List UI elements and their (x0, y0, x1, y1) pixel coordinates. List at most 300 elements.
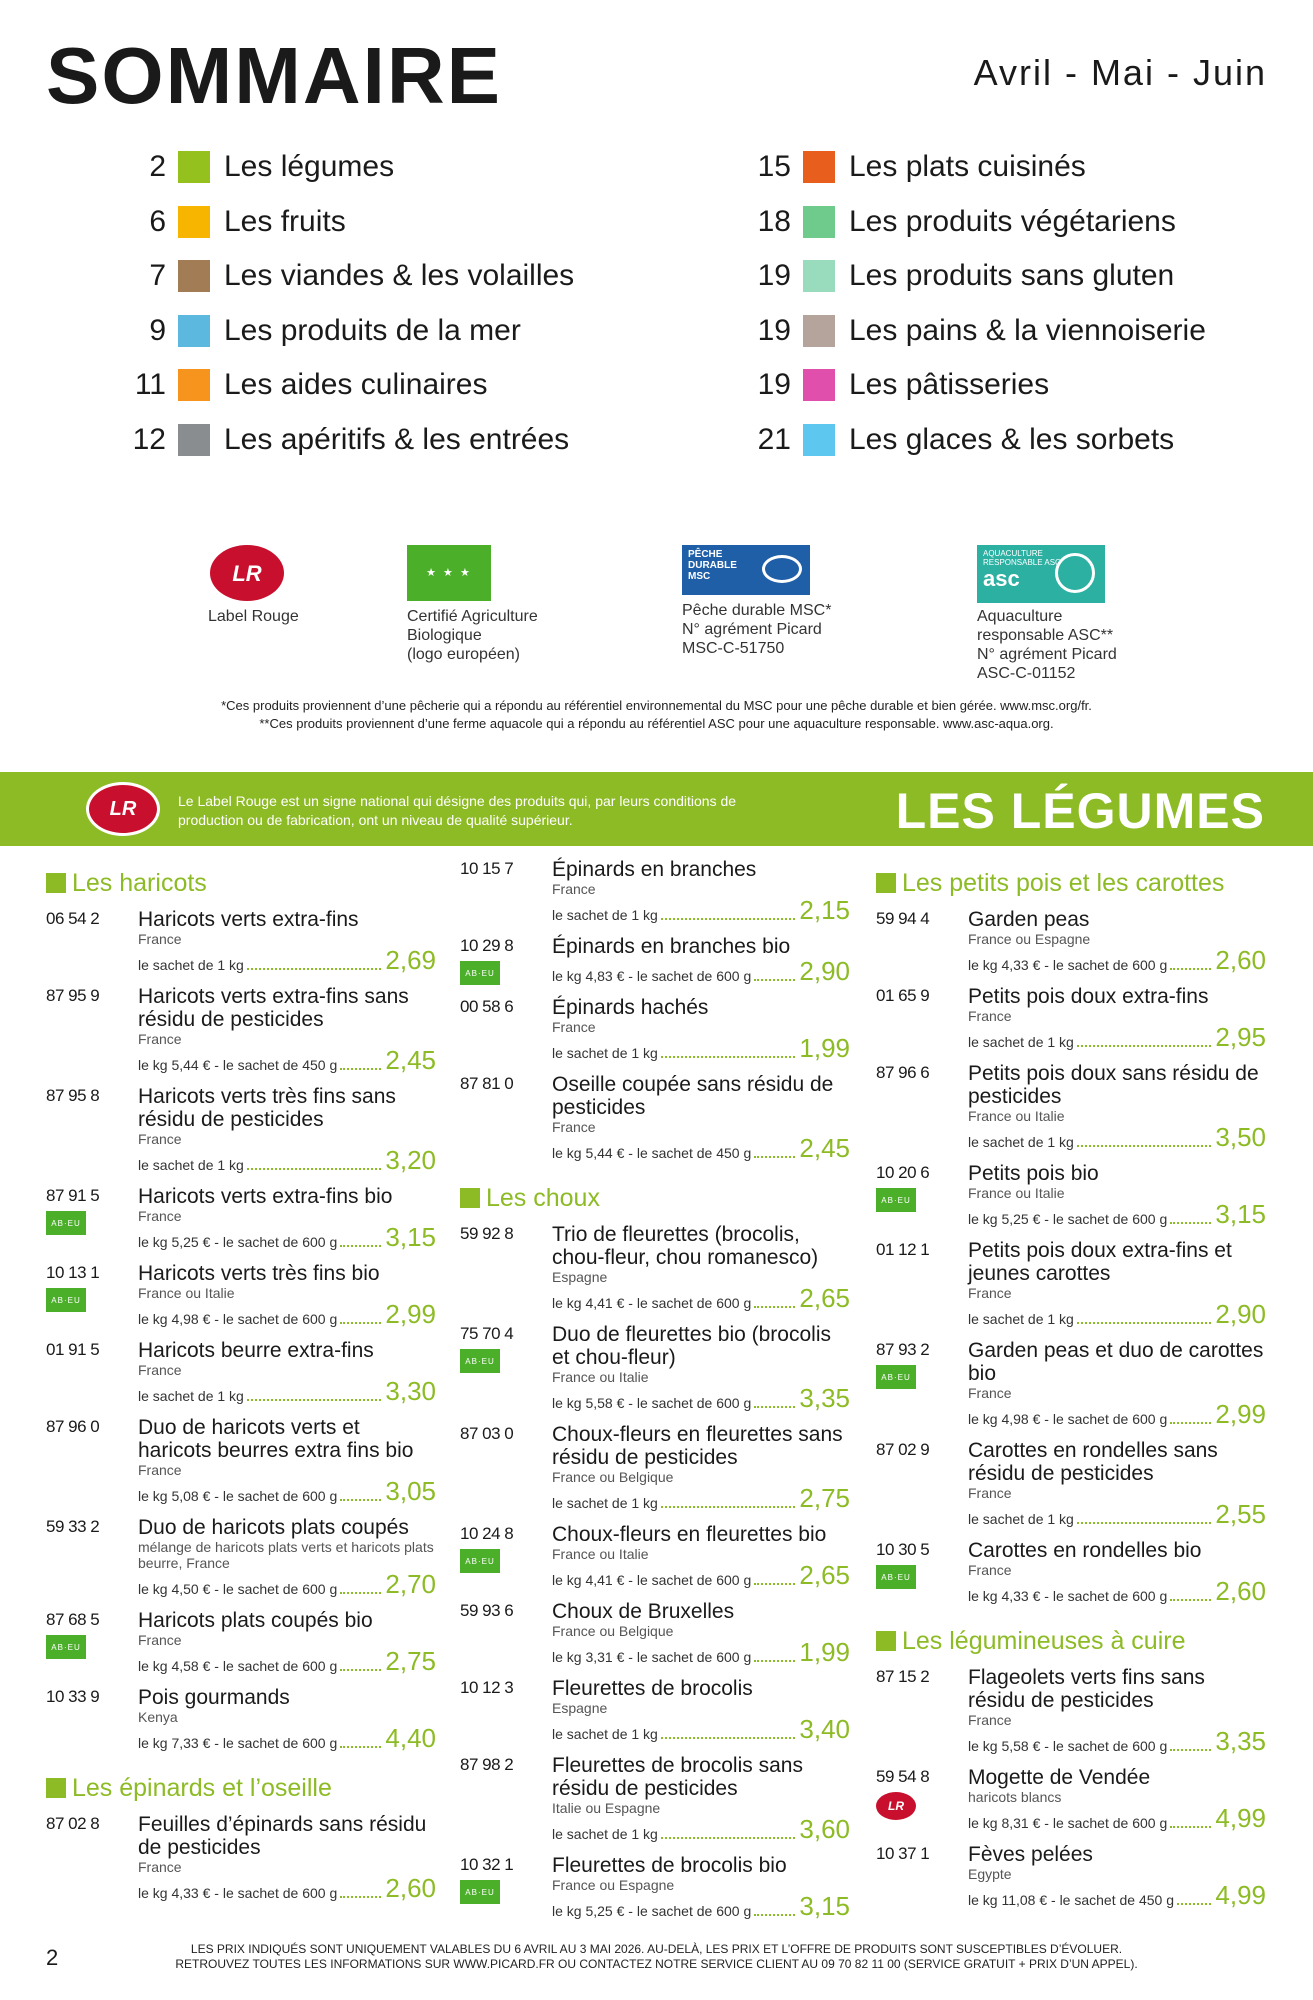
product-item[interactable] (46, 1686, 436, 1751)
product-price: 2,75 (385, 1646, 436, 1676)
product-code: 10 12 3 (460, 1678, 514, 1697)
product-code: 10 13 1 (46, 1263, 100, 1282)
msc-footnote: *Ces produits proviennent d’une pêcherie qui a répondu au référentiel environnemental du MSC pour une pêche durable et bien gérée. www.msc.org/fr. (221, 698, 1092, 713)
product-code: 87 96 6 (876, 1063, 930, 1082)
toc-entry[interactable] (120, 304, 574, 359)
product-price: 1,99 (799, 1033, 850, 1063)
price-line (552, 1562, 850, 1588)
category-heading: Les légumineuses à cuire (876, 1616, 1266, 1666)
product-detail: le sachet de 1 kg (552, 1826, 658, 1842)
product-detail: le kg 5,08 € - le sachet de 600 g (138, 1488, 338, 1504)
product-code: 59 92 8 (460, 1224, 514, 1243)
toc-entry[interactable] (745, 195, 1206, 250)
product-name: Petits pois doux sans résidu de pesticides (968, 1062, 1259, 1108)
price-line (968, 1578, 1266, 1604)
product-name: Oseille coupée sans résidu de pesticides (552, 1073, 834, 1119)
product-price: 2,60 (1215, 945, 1266, 975)
product-detail: le kg 4,83 € - le sachet de 600 g (552, 968, 752, 984)
product-name: Haricots verts extra-fins bio (138, 1185, 393, 1208)
product-origin: France (138, 931, 182, 947)
category-color-square (178, 260, 210, 292)
price-line (968, 1301, 1266, 1327)
product-name: Flageolets verts fins sans résidu de pesticides (968, 1666, 1205, 1712)
organic-leaf-icon: AB·EU (460, 961, 500, 985)
product-price: 2,45 (799, 1133, 850, 1163)
product-price: 2,95 (1215, 1022, 1266, 1052)
toc-label: Les aides culinaires (224, 368, 488, 402)
product-origin: France (138, 1462, 182, 1478)
product-price: 3,50 (1215, 1122, 1266, 1152)
product-code: 10 24 8 (460, 1524, 514, 1543)
product-code: 87 98 2 (460, 1755, 514, 1774)
product-detail: le sachet de 1 kg (552, 1726, 658, 1742)
section-title: LES LÉGUMES (895, 783, 1265, 839)
msc-fish-icon: PÊCHE DURABLE MSC (682, 545, 810, 595)
product-price: 2,55 (1215, 1499, 1266, 1529)
product-item[interactable] (460, 1754, 850, 1842)
product-price: 3,35 (1215, 1726, 1266, 1756)
product-price: 2,90 (799, 956, 850, 986)
product-detail: le kg 4,58 € - le sachet de 600 g (138, 1658, 338, 1674)
product-item[interactable] (876, 1339, 1266, 1427)
price-line (138, 1378, 436, 1404)
product-item[interactable] (876, 1239, 1266, 1327)
bio-logo (407, 545, 538, 664)
product-name: Pois gourmands (138, 1686, 290, 1709)
category-heading: Les choux (460, 1173, 850, 1223)
toc-label: Les fruits (224, 204, 346, 238)
product-origin: haricots blancs (968, 1789, 1062, 1805)
toc-right (745, 140, 1206, 467)
organic-leaf-icon: AB·EU (460, 1880, 500, 1904)
category-color-square (803, 369, 835, 401)
product-code: 10 29 8 (460, 936, 514, 955)
category-square-icon (46, 1778, 66, 1798)
price-line (138, 947, 436, 973)
product-detail: le kg 4,33 € - le sachet de 600 g (968, 957, 1168, 973)
category-color-square (803, 206, 835, 238)
product-code: 06 54 2 (46, 909, 100, 928)
section-banner (0, 772, 1313, 846)
product-name: Petits pois doux extra-fins et jeunes carottes (968, 1239, 1232, 1285)
category-square-icon (46, 873, 66, 893)
product-name: Épinards en branches bio (552, 935, 791, 958)
product-code: 59 93 6 (460, 1601, 514, 1620)
price-line (552, 1035, 850, 1061)
product-origin: France (552, 881, 596, 897)
product-origin: France ou Italie (968, 1185, 1065, 1201)
toc-entry[interactable] (120, 195, 574, 250)
product-price: 3,15 (1215, 1199, 1266, 1229)
product-origin: France ou Italie (968, 1108, 1065, 1124)
toc-entry[interactable] (120, 358, 574, 413)
product-name: Choux-fleurs en fleurettes sans résidu de pesticides (552, 1423, 843, 1469)
product-origin: France (552, 1019, 596, 1035)
toc-page: 18 (757, 204, 791, 238)
product-code: 10 37 1 (876, 1844, 930, 1863)
product-detail: le sachet de 1 kg (138, 957, 244, 973)
price-line (968, 1501, 1266, 1527)
product-item[interactable] (460, 1073, 850, 1161)
price-line (552, 1639, 850, 1665)
product-name: Fleurettes de brocolis sans résidu de pesticides (552, 1754, 803, 1800)
product-name: Petits pois bio (968, 1162, 1099, 1185)
product-origin: France ou Italie (552, 1369, 649, 1385)
product-detail: le kg 4,41 € - le sachet de 600 g (552, 1572, 752, 1588)
price-line (968, 1024, 1266, 1050)
product-code: 10 20 6 (876, 1163, 930, 1182)
price-line (552, 1485, 850, 1511)
logo-caption: Biologique (407, 627, 482, 644)
category-square-icon (876, 873, 896, 893)
organic-leaf-icon: AB·EU (460, 1349, 500, 1373)
toc-page: 2 (149, 150, 166, 184)
product-name: Épinards en branches (552, 858, 757, 881)
toc-entry[interactable] (120, 249, 574, 304)
product-origin: France (138, 1031, 182, 1047)
product-name: Duo de fleurettes bio (brocolis et chou-fleur) (552, 1323, 831, 1369)
product-detail: le kg 5,25 € - le sachet de 600 g (968, 1211, 1168, 1227)
product-name: Petits pois doux extra-fins (968, 985, 1209, 1008)
category-color-square (803, 260, 835, 292)
period-label: Avril - Mai - Juin (973, 52, 1267, 93)
product-code: 87 02 9 (876, 1440, 930, 1459)
toc-page: 9 (149, 313, 166, 347)
product-item[interactable] (460, 1677, 850, 1742)
product-item[interactable] (876, 1843, 1266, 1908)
product-origin: Espagne (552, 1700, 608, 1716)
product-detail: le kg 5,44 € - le sachet de 450 g (138, 1057, 338, 1073)
product-price: 2,65 (799, 1283, 850, 1313)
product-code: 01 91 5 (46, 1340, 100, 1359)
product-item[interactable] (46, 1416, 436, 1504)
product-price: 4,99 (1215, 1880, 1266, 1910)
product-price: 3,20 (385, 1145, 436, 1175)
product-detail: le kg 4,98 € - le sachet de 600 g (138, 1311, 338, 1327)
product-origin: Espagne (552, 1269, 608, 1285)
product-detail: le kg 4,50 € - le sachet de 600 g (138, 1581, 338, 1597)
price-line (138, 1648, 436, 1674)
price-line (968, 1805, 1266, 1831)
product-detail: le sachet de 1 kg (968, 1034, 1074, 1050)
toc-page: 15 (757, 150, 791, 184)
asc-logo (977, 545, 1117, 683)
toc-entry[interactable] (745, 140, 1206, 195)
price-line (138, 1875, 436, 1901)
category-square-icon (460, 1188, 480, 1208)
price-line (552, 1893, 850, 1919)
footer-line: LES PRIX INDIQUÉS SONT UNIQUEMENT VALABLES DU 6 AVRIL AU 3 MAI 2026. AU-DELÀ, LES PRIX ET L’OFFRE DE PRODUITS SONT SUSCEPTIBLES D’ÉVOLUER. (190, 1942, 1123, 1956)
product-item[interactable] (876, 1162, 1266, 1227)
toc-entry[interactable] (745, 249, 1206, 304)
product-item[interactable] (46, 1609, 436, 1674)
toc-label: Les viandes & les volailles (224, 259, 575, 293)
product-name: Trio de fleurettes (brocolis, chou-fleur, chou romanesco) (552, 1223, 819, 1269)
logo-caption: Aquaculture (977, 608, 1063, 625)
certification-logos (0, 545, 1313, 685)
page-title: SOMMAIRE (46, 31, 502, 120)
price-line (968, 947, 1266, 973)
product-code: 01 12 1 (876, 1240, 930, 1259)
category-heading: Les haricots (46, 858, 436, 908)
toc-label: Les pâtisseries (849, 368, 1050, 402)
product-item[interactable] (460, 1854, 850, 1919)
toc-label: Les plats cuisinés (849, 150, 1086, 184)
product-price: 3,15 (799, 1891, 850, 1921)
product-price: 3,60 (799, 1814, 850, 1844)
category-color-square (178, 369, 210, 401)
logo-caption: ASC-C-01152 (977, 665, 1076, 682)
category-heading: Les épinards et l’oseille (46, 1763, 436, 1813)
logo-caption: N° agrément Picard (682, 621, 822, 638)
category-color-square (803, 424, 835, 456)
price-line (138, 1147, 436, 1173)
product-item[interactable] (46, 1339, 436, 1404)
price-line (552, 1816, 850, 1842)
product-item[interactable] (46, 1516, 436, 1597)
product-code: 10 33 9 (46, 1687, 100, 1706)
product-name: Garden peas et duo de carottes bio (968, 1339, 1264, 1385)
product-price: 1,99 (799, 1637, 850, 1667)
product-item[interactable] (46, 908, 436, 973)
product-code: 10 30 5 (876, 1540, 930, 1559)
label-rouge-icon: LR (876, 1792, 916, 1820)
product-name: Carottes en rondelles bio (968, 1539, 1202, 1562)
price-line (138, 1047, 436, 1073)
organic-leaf-icon: AB·EU (460, 1549, 500, 1573)
product-origin: France (138, 1131, 182, 1147)
product-origin: France (968, 1485, 1012, 1501)
product-detail: le kg 5,58 € - le sachet de 600 g (552, 1395, 752, 1411)
price-line (968, 1728, 1266, 1754)
product-item[interactable] (46, 1813, 436, 1901)
toc-label: Les pains & la viennoiserie (849, 313, 1206, 347)
price-line (138, 1725, 436, 1751)
product-price: 4,99 (1215, 1803, 1266, 1833)
product-name: Haricots verts extra-fins sans résidu de pesticides (138, 985, 409, 1031)
toc-label: Les produits végétariens (849, 204, 1176, 238)
product-code: 87 15 2 (876, 1667, 930, 1686)
product-name: Duo de haricots plats coupés (138, 1516, 409, 1539)
product-item[interactable] (460, 1323, 850, 1411)
product-item[interactable] (460, 996, 850, 1061)
footer-line: RETROUVEZ TOUTES LES INFORMATIONS SUR WWW.PICARD.FR OU CONTACTEZ NOTRE SERVICE CLIENT AU 09 70 82 11 00 (SERVICE GRATUIT + PRIX D’UN APPEL). (175, 1957, 1138, 1971)
product-item[interactable] (46, 985, 436, 1073)
product-detail: le sachet de 1 kg (552, 1495, 658, 1511)
toc-label: Les produits de la mer (224, 313, 521, 347)
product-code: 75 70 4 (460, 1324, 514, 1343)
toc-entry[interactable] (745, 304, 1206, 359)
price-line (552, 958, 850, 984)
product-price: 3,30 (385, 1376, 436, 1406)
product-origin: France (138, 1859, 182, 1875)
product-origin: France (968, 1385, 1012, 1401)
logo-caption: MSC-C-51750 (682, 640, 785, 657)
product-item[interactable] (876, 908, 1266, 973)
product-detail: le sachet de 1 kg (138, 1388, 244, 1404)
product-origin: France ou Belgique (552, 1469, 674, 1485)
product-origin: France (138, 1208, 182, 1224)
product-detail: le kg 5,58 € - le sachet de 600 g (968, 1738, 1168, 1754)
product-column-3 (876, 858, 1266, 1920)
price-line (552, 1385, 850, 1411)
product-origin: France (968, 1285, 1012, 1301)
organic-leaf-icon: AB·EU (46, 1211, 86, 1235)
product-item[interactable] (876, 1439, 1266, 1527)
product-detail: le kg 8,31 € - le sachet de 600 g (968, 1815, 1168, 1831)
product-name: Duo de haricots verts et haricots beurres extra fins bio (138, 1416, 414, 1462)
toc-page: 11 (134, 368, 166, 402)
product-price: 2,75 (799, 1483, 850, 1513)
product-item[interactable] (460, 858, 850, 923)
product-origin: France ou Espagne (552, 1877, 675, 1893)
toc-page: 19 (757, 368, 791, 402)
product-name: Fleurettes de brocolis bio (552, 1854, 787, 1877)
product-code: 59 94 4 (876, 909, 930, 928)
product-item[interactable] (460, 1600, 850, 1665)
footer-notice (150, 1942, 1163, 1972)
product-detail: le sachet de 1 kg (552, 1045, 658, 1061)
product-name: Haricots verts extra-fins (138, 908, 359, 931)
product-name: Haricots beurre extra-fins (138, 1339, 374, 1362)
product-price: 2,65 (799, 1560, 850, 1590)
product-detail: le kg 11,08 € - le sachet de 450 g (968, 1892, 1174, 1908)
product-name: Fleurettes de brocolis (552, 1677, 753, 1700)
product-detail: le kg 5,44 € - le sachet de 450 g (552, 1145, 752, 1161)
product-price: 3,15 (385, 1222, 436, 1252)
product-origin: France ou Italie (138, 1285, 235, 1301)
product-code: 87 93 2 (876, 1340, 930, 1359)
toc-label: Les glaces & les sorbets (849, 422, 1175, 456)
toc-page: 19 (757, 313, 791, 347)
product-origin: Egypte (968, 1866, 1012, 1882)
toc-page: 6 (149, 204, 166, 238)
product-name: Épinards hachés (552, 996, 709, 1019)
product-item[interactable] (876, 1062, 1266, 1150)
eu-organic-leaf-icon: ★ ★ ★ (407, 545, 491, 601)
product-item[interactable] (460, 1423, 850, 1511)
product-origin: France ou Belgique (552, 1623, 674, 1639)
logo-caption: (logo européen) (407, 646, 520, 663)
category-color-square (803, 151, 835, 183)
product-price: 3,40 (799, 1714, 850, 1744)
product-origin: France (138, 1632, 182, 1648)
product-item[interactable] (460, 1523, 850, 1588)
product-item[interactable] (876, 1766, 1266, 1831)
product-origin: France (968, 1712, 1012, 1728)
price-line (968, 1401, 1266, 1427)
product-code: 59 54 8 (876, 1767, 930, 1786)
toc-page: 7 (149, 259, 166, 293)
banner-description: Le Label Rouge est un signe national qui désigne des produits qui, par leurs conditions de production ou de fabrication, ont un niveau de qualité supérieur. (178, 793, 737, 828)
product-origin: Kenya (138, 1709, 178, 1725)
product-item[interactable] (876, 985, 1266, 1050)
price-line (968, 1882, 1266, 1908)
product-item[interactable] (46, 1262, 436, 1327)
product-name: Haricots plats coupés bio (138, 1609, 373, 1632)
product-item[interactable] (876, 1666, 1266, 1754)
toc-entry[interactable] (120, 140, 574, 195)
product-name: Choux-fleurs en fleurettes bio (552, 1523, 827, 1546)
product-item[interactable] (46, 1085, 436, 1173)
product-code: 87 95 8 (46, 1086, 100, 1105)
product-price: 3,05 (385, 1476, 436, 1506)
product-name: Mogette de Vendée (968, 1766, 1151, 1789)
product-price: 2,90 (1215, 1299, 1266, 1329)
organic-leaf-icon: AB·EU (876, 1365, 916, 1389)
product-detail: le kg 3,31 € - le sachet de 600 g (552, 1649, 752, 1665)
price-line (968, 1201, 1266, 1227)
product-code: 87 91 5 (46, 1186, 100, 1205)
product-item[interactable] (876, 1539, 1266, 1604)
product-item[interactable] (460, 1223, 850, 1311)
product-price: 2,99 (1215, 1399, 1266, 1429)
product-detail: le kg 4,33 € - le sachet de 600 g (138, 1885, 338, 1901)
label-rouge-logo (208, 545, 299, 626)
product-name: Haricots verts très fins sans résidu de pesticides (138, 1085, 396, 1131)
product-code: 87 02 8 (46, 1814, 100, 1833)
toc-label: Les légumes (224, 150, 395, 184)
product-price: 2,45 (385, 1045, 436, 1075)
logo-caption: Pêche durable MSC* (682, 602, 832, 619)
product-code: 10 15 7 (460, 859, 514, 878)
product-name: Haricots verts très fins bio (138, 1262, 380, 1285)
product-name: Fèves pelées (968, 1843, 1093, 1866)
category-color-square (178, 424, 210, 456)
product-name: Carottes en rondelles sans résidu de pesticides (968, 1439, 1218, 1485)
toc-entry[interactable] (745, 358, 1206, 413)
toc-entry[interactable] (120, 413, 574, 468)
product-code: 59 33 2 (46, 1517, 100, 1536)
product-origin: France (968, 1562, 1012, 1578)
product-origin: France (552, 1119, 596, 1135)
product-origin: France ou Italie (552, 1546, 649, 1562)
toc-left (120, 140, 574, 467)
product-item[interactable] (460, 935, 850, 984)
product-column-2 (460, 858, 850, 1931)
category-square-icon (876, 1631, 896, 1651)
product-origin: France (968, 1008, 1012, 1024)
product-price: 2,60 (385, 1873, 436, 1903)
price-line (552, 1135, 850, 1161)
product-detail: le kg 4,98 € - le sachet de 600 g (968, 1411, 1168, 1427)
price-line (552, 1285, 850, 1311)
product-price: 2,99 (385, 1299, 436, 1329)
product-detail: le kg 5,25 € - le sachet de 600 g (138, 1234, 338, 1250)
product-detail: le kg 4,41 € - le sachet de 600 g (552, 1295, 752, 1311)
product-detail: le sachet de 1 kg (968, 1311, 1074, 1327)
product-code: 87 95 9 (46, 986, 100, 1005)
product-item[interactable] (46, 1185, 436, 1250)
product-code: 01 65 9 (876, 986, 930, 1005)
msc-logo (682, 545, 831, 658)
product-code: 87 03 0 (460, 1424, 514, 1443)
toc-page: 12 (132, 422, 166, 456)
toc-label: Les produits sans gluten (849, 259, 1175, 293)
page-number: 2 (46, 1945, 59, 1970)
organic-leaf-icon: AB·EU (876, 1188, 916, 1212)
price-line (138, 1571, 436, 1597)
product-origin: Italie ou Espagne (552, 1800, 661, 1816)
toc-entry[interactable] (745, 413, 1206, 468)
category-color-square (178, 151, 210, 183)
label-rouge-badge-icon: LR (210, 545, 284, 601)
category-color-square (178, 206, 210, 238)
product-price: 3,35 (799, 1383, 850, 1413)
product-origin: France ou Espagne (968, 931, 1091, 947)
product-price: 2,70 (385, 1569, 436, 1599)
toc-page: 21 (757, 422, 791, 456)
